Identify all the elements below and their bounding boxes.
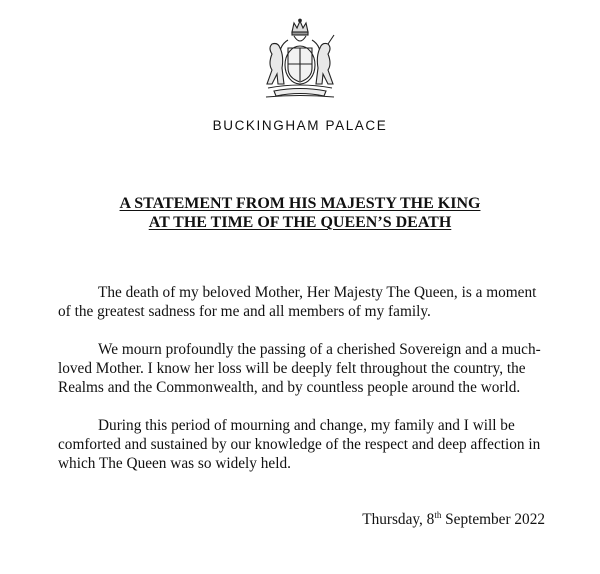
paragraph-2: We mourn profoundly the passing of a cherished Sovereign and a much-loved Mother. I know her loss will be deeply felt throughout the country, the Realms and the Commonwealth, and by countless people around the world. [58,341,541,396]
statement-title-line-1: A STATEMENT FROM HIS MAJESTY THE KING [119,195,481,212]
paragraph-1: The death of my beloved Mother, Her Majesty The Queen, is a moment of the greatest sadness for me and all members of my family. [58,284,537,320]
statement-title-line-2: AT THE TIME OF THE QUEEN’S DEATH [148,214,452,231]
statement-title [0,194,600,232]
date-ordinal-suffix: th [434,510,442,520]
date-month-year: September 2022 [441,511,545,528]
royal-coat-of-arms-icon [258,18,342,102]
statement-date [362,510,545,529]
date-weekday-day: Thursday, 8 [362,511,435,528]
paragraph-3: During this period of mourning and change, my family and I will be comforted and sustained by our knowledge of the respect and deep affection in which The Queen was so widely held. [58,417,541,472]
organisation-name: BUCKINGHAM PALACE [212,118,388,133]
statement-body [58,283,548,492]
